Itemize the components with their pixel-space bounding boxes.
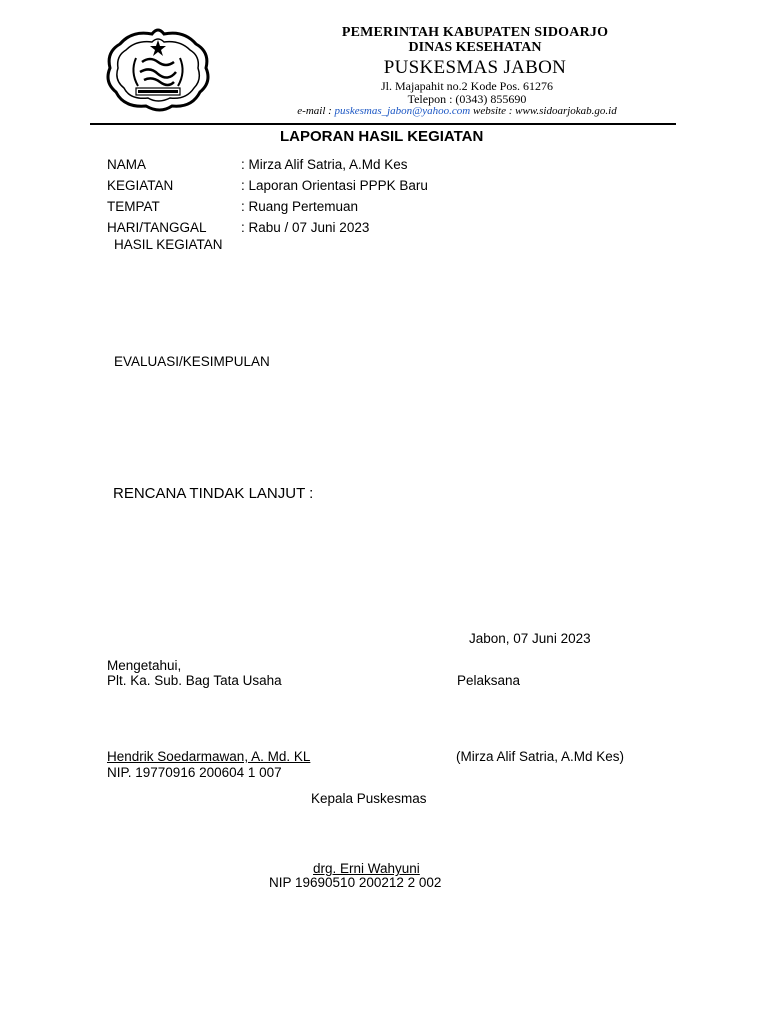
letterhead-divider: [90, 123, 676, 125]
sidoarjo-regency-emblem-icon: [102, 22, 214, 114]
field-label-date: HARI/TANGGAL: [107, 220, 207, 235]
field-value-place: : Ruang Pertemuan: [241, 199, 359, 214]
phone-line: Telepon : (0343) 855690: [407, 92, 527, 106]
left-signer-role: Plt. Ka. Sub. Bag Tata Usaha: [107, 673, 282, 688]
field-value-activity: : Laporan Orientasi PPPK Baru: [241, 178, 428, 193]
field-value-date: : Rabu / 07 Juni 2023: [241, 220, 370, 235]
results-heading: HASIL KEGIATAN: [114, 237, 223, 252]
head-name: drg. Erni Wahyuni: [313, 861, 420, 876]
government-name: PEMERINTAH KABUPATEN SIDOARJO: [341, 25, 609, 40]
email-prefix: e-mail :: [297, 105, 335, 117]
email-link[interactable]: puskesmas_jabon@yahoo.com: [334, 105, 471, 117]
field-value-name: : Mirza Alif Satria, A.Md Kes: [241, 157, 408, 172]
report-title: LAPORAN HASIL KEGIATAN: [280, 128, 484, 145]
place-date: Jabon, 07 Juni 2023: [469, 631, 591, 646]
website-link[interactable]: www.sidoarjokab.go.id: [515, 105, 617, 117]
followup-heading: RENCANA TINDAK LANJUT :: [113, 485, 314, 502]
department-name: DINAS KESEHATAN: [408, 40, 542, 55]
acknowledged-label: Mengetahui,: [107, 658, 182, 673]
head-nip: NIP 19690510 200212 2 002: [269, 875, 442, 890]
field-label-activity: KEGIATAN: [107, 178, 174, 193]
left-signer-name: Hendrik Soedarmawan, A. Md. KL: [107, 749, 311, 764]
right-signer-name: (Mirza Alif Satria, A.Md Kes): [456, 749, 625, 764]
field-label-place: TEMPAT: [107, 199, 160, 214]
right-signer-role: Pelaksana: [457, 673, 521, 688]
address-line: Jl. Majapahit no.2 Kode Pos. 61276: [381, 79, 553, 93]
field-label-name: NAMA: [107, 157, 147, 172]
unit-name: PUSKESMAS JABON: [383, 57, 567, 78]
website-label: website :: [470, 105, 516, 117]
head-role: Kepala Puskesmas: [311, 791, 427, 806]
contact-line: [222, 105, 692, 117]
evaluation-heading: EVALUASI/KESIMPULAN: [114, 354, 270, 369]
left-signer-nip: NIP. 19770916 200604 1 007: [107, 765, 282, 780]
